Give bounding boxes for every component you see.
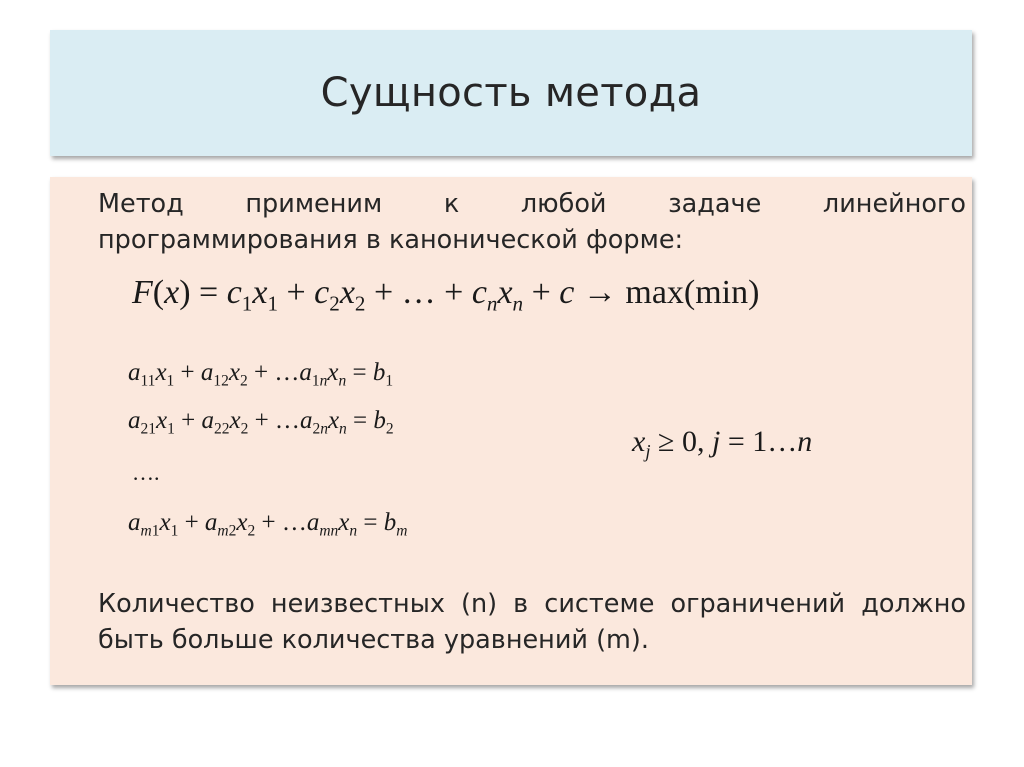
constraint-equation-m: $a_{m1}x_1 + a_{m2}x_2$ + $\dots a_{mn}x_n = b_m$ — [128, 509, 408, 540]
intro-paragraph: Метод применим к любой задаче линейного программирования в канонической форме: — [98, 189, 966, 255]
constraint-equation-2: $a_{21}x_1 + a_{22}x_2$ + $\dots a_{2n}x_n = b_2$ — [128, 407, 394, 438]
constraint-equation-1: $a_{11}x_1 + a_{12}x_2$ + $\dots a_{1n}x_n = b_1$ — [128, 359, 394, 390]
nonnegativity-condition: $x_j \ge 0$, j = 1…n — [632, 425, 813, 463]
title-box — [50, 30, 972, 156]
objective-function — [132, 274, 760, 316]
content-box — [50, 177, 972, 685]
conclusion-paragraph: Количество неизвестных (n) в системе ограничений должно быть больше количества уравнений (m). — [98, 589, 966, 655]
slide-title: Сущность метода — [320, 70, 702, 116]
objective-terms: $c_1x_1 + c_2x_2$ + … + $c_nx_n + c \to \max(\min)$ — [226, 274, 760, 316]
constraint-ellipsis: …. — [132, 460, 160, 485]
objective-lhs: F(x) = — [132, 274, 227, 311]
